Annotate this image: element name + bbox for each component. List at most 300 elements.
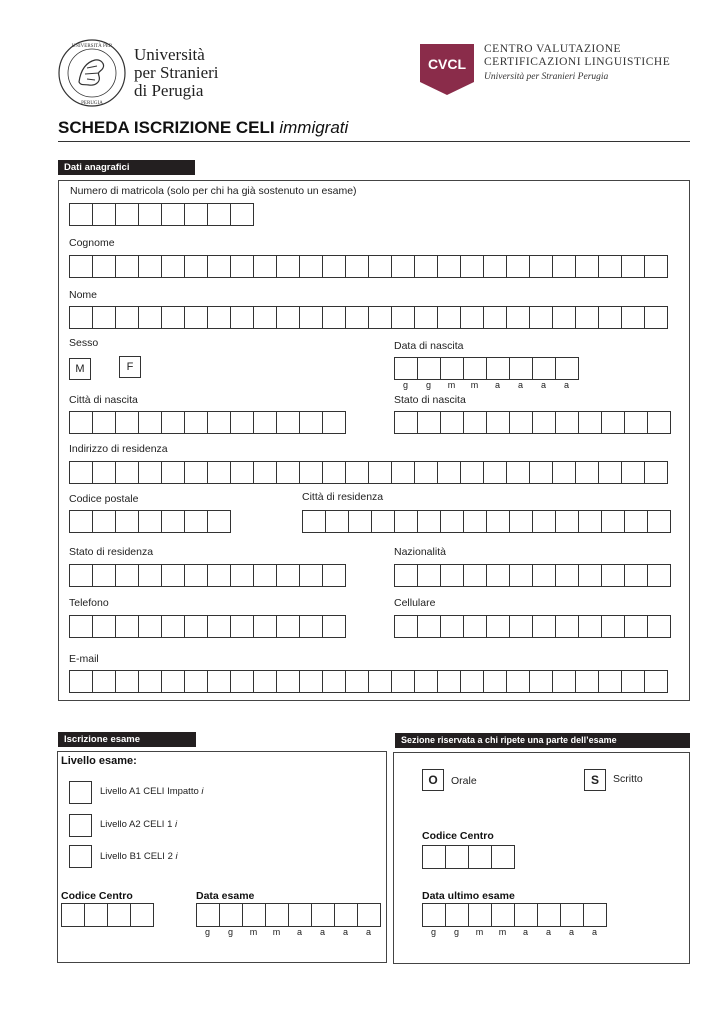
input-cell[interactable] — [578, 510, 602, 533]
input-cell[interactable] — [230, 461, 254, 484]
input-cell[interactable] — [483, 255, 507, 278]
input-cell[interactable] — [276, 615, 300, 638]
input-cell[interactable] — [348, 510, 372, 533]
input-cell[interactable] — [621, 670, 645, 693]
input-cell[interactable] — [417, 411, 441, 434]
input-cell[interactable] — [583, 903, 607, 927]
input-cell[interactable] — [299, 255, 323, 278]
input-cell[interactable] — [345, 670, 369, 693]
nazionalita-boxes[interactable] — [394, 564, 670, 587]
input-cell[interactable] — [184, 670, 208, 693]
input-cell[interactable] — [460, 306, 484, 329]
input-cell[interactable] — [644, 306, 668, 329]
input-cell[interactable] — [624, 510, 648, 533]
input-cell[interactable] — [417, 510, 441, 533]
input-cell[interactable] — [529, 461, 553, 484]
input-cell[interactable] — [184, 411, 208, 434]
input-cell[interactable] — [115, 306, 139, 329]
section-ripete: Sezione riservata a chi ripete una parte dell’esame — [395, 733, 690, 748]
input-cell[interactable] — [391, 306, 415, 329]
input-cell[interactable] — [575, 255, 599, 278]
livello-a1-checkbox[interactable] — [69, 781, 92, 804]
input-cell[interactable] — [357, 903, 381, 927]
indirizzo-boxes[interactable] — [69, 461, 667, 484]
input-cell[interactable] — [184, 461, 208, 484]
input-cell[interactable] — [601, 564, 625, 587]
livello-label: Livello esame: — [61, 755, 137, 767]
input-cell[interactable] — [391, 461, 415, 484]
input-cell[interactable] — [299, 411, 323, 434]
orale-checkbox[interactable] — [422, 769, 444, 791]
email-boxes[interactable] — [69, 670, 667, 693]
input-cell[interactable] — [92, 510, 116, 533]
input-cell[interactable] — [299, 461, 323, 484]
input-cell[interactable] — [509, 615, 533, 638]
input-cell[interactable] — [322, 564, 346, 587]
input-cell[interactable] — [302, 510, 326, 533]
sesso-f-box[interactable] — [119, 356, 141, 378]
input-cell[interactable] — [486, 615, 510, 638]
page-title-main: SCHEDA ISCRIZIONE CELI — [58, 118, 275, 137]
input-cell[interactable] — [601, 411, 625, 434]
input-cell[interactable] — [555, 510, 579, 533]
input-cell[interactable] — [138, 203, 162, 226]
date-format-letter: a — [296, 927, 302, 937]
input-cell[interactable] — [440, 357, 464, 380]
input-cell[interactable] — [311, 903, 335, 927]
livello-a2-suffix: i — [175, 819, 178, 830]
input-cell[interactable] — [69, 255, 93, 278]
input-cell[interactable] — [440, 510, 464, 533]
input-cell[interactable] — [644, 461, 668, 484]
input-cell[interactable] — [322, 615, 346, 638]
input-cell[interactable] — [69, 615, 93, 638]
input-cell[interactable] — [621, 461, 645, 484]
input-cell[interactable] — [230, 411, 254, 434]
input-cell[interactable] — [115, 461, 139, 484]
input-cell[interactable] — [322, 411, 346, 434]
input-cell[interactable] — [468, 845, 492, 869]
input-cell[interactable] — [598, 670, 622, 693]
data-ultimo-esame-label: Data ultimo esame — [422, 890, 515, 902]
input-cell[interactable] — [437, 306, 461, 329]
input-cell[interactable] — [325, 510, 349, 533]
date-format-letter: g — [227, 927, 233, 937]
cellulare-label: Cellulare — [394, 597, 436, 609]
input-cell[interactable] — [621, 306, 645, 329]
input-cell[interactable] — [345, 306, 369, 329]
input-cell[interactable] — [394, 357, 418, 380]
input-cell[interactable] — [624, 564, 648, 587]
input-cell[interactable] — [196, 903, 220, 927]
input-cell[interactable] — [207, 564, 231, 587]
input-cell[interactable] — [253, 615, 277, 638]
input-cell[interactable] — [463, 411, 487, 434]
input-cell[interactable] — [532, 510, 556, 533]
input-cell[interactable] — [506, 255, 530, 278]
input-cell[interactable] — [138, 564, 162, 587]
input-cell[interactable] — [115, 564, 139, 587]
input-cell[interactable] — [394, 564, 418, 587]
input-cell[interactable] — [644, 670, 668, 693]
input-cell[interactable] — [288, 903, 312, 927]
input-cell[interactable] — [437, 255, 461, 278]
input-cell[interactable] — [322, 670, 346, 693]
livello-a2-label — [100, 819, 177, 830]
stato-residenza-boxes[interactable] — [69, 564, 345, 587]
input-cell[interactable] — [368, 306, 392, 329]
input-cell[interactable] — [391, 670, 415, 693]
input-cell[interactable] — [601, 615, 625, 638]
input-cell[interactable] — [578, 615, 602, 638]
input-cell[interactable] — [483, 670, 507, 693]
input-cell[interactable] — [69, 203, 93, 226]
input-cell[interactable] — [322, 461, 346, 484]
input-cell[interactable] — [468, 903, 492, 927]
orale-letter: O — [428, 773, 438, 787]
input-cell[interactable] — [621, 255, 645, 278]
input-cell[interactable] — [578, 564, 602, 587]
input-cell[interactable] — [575, 670, 599, 693]
citta-residenza-boxes[interactable] — [302, 510, 670, 533]
input-cell[interactable] — [184, 203, 208, 226]
input-cell[interactable] — [575, 461, 599, 484]
input-cell[interactable] — [242, 903, 266, 927]
input-cell[interactable] — [161, 306, 185, 329]
input-cell[interactable] — [345, 461, 369, 484]
cognome-boxes[interactable] — [69, 255, 667, 278]
input-cell[interactable] — [422, 845, 446, 869]
page-title — [58, 118, 348, 138]
input-cell[interactable] — [161, 461, 185, 484]
data-nascita-boxes[interactable] — [394, 357, 578, 380]
input-cell[interactable] — [394, 615, 418, 638]
input-cell[interactable] — [161, 670, 185, 693]
input-cell[interactable] — [440, 615, 464, 638]
sesso-f-letter: F — [126, 361, 134, 373]
citta-nascita-label: Città di nascita — [69, 394, 138, 406]
date-format-letter: a — [494, 380, 500, 390]
date-format-letter: m — [272, 927, 281, 937]
stato-nascita-label: Stato di nascita — [394, 394, 466, 406]
input-cell[interactable] — [61, 903, 85, 927]
input-cell[interactable] — [299, 564, 323, 587]
input-cell[interactable] — [506, 461, 530, 484]
input-cell[interactable] — [509, 564, 533, 587]
input-cell[interactable] — [647, 510, 671, 533]
input-cell[interactable] — [552, 670, 576, 693]
input-cell[interactable] — [253, 411, 277, 434]
input-cell[interactable] — [334, 903, 358, 927]
input-cell[interactable] — [647, 564, 671, 587]
input-cell[interactable] — [161, 203, 185, 226]
input-cell[interactable] — [575, 306, 599, 329]
input-cell[interactable] — [69, 411, 93, 434]
input-cell[interactable] — [414, 461, 438, 484]
input-cell[interactable] — [230, 615, 254, 638]
input-cell[interactable] — [253, 461, 277, 484]
input-cell[interactable] — [84, 903, 108, 927]
input-cell[interactable] — [529, 255, 553, 278]
input-cell[interactable] — [207, 255, 231, 278]
date-format-letter: g — [425, 380, 431, 390]
data-ultimo-esame-boxes[interactable] — [422, 903, 606, 927]
date-format-letter: m — [249, 927, 258, 937]
input-cell[interactable] — [414, 255, 438, 278]
input-cell[interactable] — [555, 615, 579, 638]
input-cell[interactable] — [92, 461, 116, 484]
input-cell[interactable] — [552, 461, 576, 484]
input-cell[interactable] — [265, 903, 289, 927]
input-cell[interactable] — [509, 411, 533, 434]
input-cell[interactable] — [598, 461, 622, 484]
input-cell[interactable] — [529, 306, 553, 329]
input-cell[interactable] — [69, 510, 93, 533]
input-cell[interactable] — [207, 510, 231, 533]
input-cell[interactable] — [138, 615, 162, 638]
input-cell[interactable] — [276, 564, 300, 587]
data-esame-boxes[interactable] — [196, 903, 380, 927]
input-cell[interactable] — [394, 411, 418, 434]
input-cell[interactable] — [92, 670, 116, 693]
input-cell[interactable] — [560, 903, 584, 927]
input-cell[interactable] — [486, 357, 510, 380]
input-cell[interactable] — [463, 615, 487, 638]
input-cell[interactable] — [207, 615, 231, 638]
input-cell[interactable] — [69, 670, 93, 693]
input-cell[interactable] — [624, 411, 648, 434]
input-cell[interactable] — [230, 203, 254, 226]
input-cell[interactable] — [115, 255, 139, 278]
input-cell[interactable] — [532, 615, 556, 638]
input-cell[interactable] — [92, 615, 116, 638]
input-cell[interactable] — [230, 564, 254, 587]
input-cell[interactable] — [555, 411, 579, 434]
input-cell[interactable] — [647, 615, 671, 638]
input-cell[interactable] — [253, 670, 277, 693]
input-cell[interactable] — [207, 461, 231, 484]
input-cell[interactable] — [138, 255, 162, 278]
matricola-boxes[interactable] — [69, 203, 253, 226]
input-cell[interactable] — [486, 510, 510, 533]
input-cell[interactable] — [161, 510, 185, 533]
nome-boxes[interactable] — [69, 306, 667, 329]
input-cell[interactable] — [555, 357, 579, 380]
input-cell[interactable] — [491, 903, 515, 927]
input-cell[interactable] — [578, 411, 602, 434]
orale-label: Orale — [451, 775, 477, 787]
input-cell[interactable] — [115, 615, 139, 638]
input-cell[interactable] — [184, 510, 208, 533]
input-cell[interactable] — [299, 306, 323, 329]
input-cell[interactable] — [276, 670, 300, 693]
input-cell[interactable] — [509, 510, 533, 533]
input-cell[interactable] — [368, 670, 392, 693]
input-cell[interactable] — [552, 306, 576, 329]
input-cell[interactable] — [161, 411, 185, 434]
input-cell[interactable] — [463, 564, 487, 587]
input-cell[interactable] — [253, 306, 277, 329]
input-cell[interactable] — [276, 306, 300, 329]
input-cell[interactable] — [230, 670, 254, 693]
input-cell[interactable] — [552, 255, 576, 278]
input-cell[interactable] — [417, 615, 441, 638]
input-cell[interactable] — [92, 203, 116, 226]
input-cell[interactable] — [345, 255, 369, 278]
input-cell[interactable] — [391, 255, 415, 278]
input-cell[interactable] — [598, 255, 622, 278]
input-cell[interactable] — [414, 306, 438, 329]
input-cell[interactable] — [138, 461, 162, 484]
input-cell[interactable] — [624, 615, 648, 638]
input-cell[interactable] — [115, 510, 139, 533]
input-cell[interactable] — [69, 564, 93, 587]
input-cell[interactable] — [483, 461, 507, 484]
date-format-letter: m — [470, 380, 479, 390]
input-cell[interactable] — [509, 357, 533, 380]
input-cell[interactable] — [506, 670, 530, 693]
data-esame-letters — [196, 927, 380, 937]
input-cell[interactable] — [483, 306, 507, 329]
input-cell[interactable] — [437, 461, 461, 484]
input-cell[interactable] — [219, 903, 243, 927]
input-cell[interactable] — [644, 255, 668, 278]
input-cell[interactable] — [276, 461, 300, 484]
input-cell[interactable] — [299, 670, 323, 693]
date-format-letter: a — [545, 927, 551, 937]
input-cell[interactable] — [555, 564, 579, 587]
input-cell[interactable] — [184, 615, 208, 638]
input-cell[interactable] — [184, 564, 208, 587]
input-cell[interactable] — [460, 461, 484, 484]
input-cell[interactable] — [92, 306, 116, 329]
livello-a1-suffix: i — [201, 786, 204, 797]
input-cell[interactable] — [130, 903, 154, 927]
input-cell[interactable] — [414, 670, 438, 693]
input-cell[interactable] — [92, 411, 116, 434]
input-cell[interactable] — [322, 306, 346, 329]
input-cell[interactable] — [230, 255, 254, 278]
input-cell[interactable] — [138, 411, 162, 434]
input-cell[interactable] — [161, 615, 185, 638]
input-cell[interactable] — [440, 564, 464, 587]
input-cell[interactable] — [463, 357, 487, 380]
input-cell[interactable] — [253, 255, 277, 278]
input-cell[interactable] — [138, 306, 162, 329]
input-cell[interactable] — [460, 255, 484, 278]
input-cell[interactable] — [506, 306, 530, 329]
university-name — [134, 46, 219, 100]
input-cell[interactable] — [299, 615, 323, 638]
livello-b1-suffix: i — [175, 851, 178, 862]
input-cell[interactable] — [161, 255, 185, 278]
input-cell[interactable] — [394, 510, 418, 533]
input-cell[interactable] — [486, 411, 510, 434]
input-cell[interactable] — [184, 306, 208, 329]
input-cell[interactable] — [276, 255, 300, 278]
livello-a2-checkbox[interactable] — [69, 814, 92, 837]
stato-nascita-boxes[interactable] — [394, 411, 670, 434]
input-cell[interactable] — [276, 411, 300, 434]
cap-label: Codice postale — [69, 493, 139, 505]
university-line-1: Università — [134, 45, 205, 64]
input-cell[interactable] — [138, 670, 162, 693]
cvcl-line-2: CERTIFICAZIONI LINGUISTICHE — [484, 56, 671, 68]
telefono-boxes[interactable] — [69, 615, 345, 638]
input-cell[interactable] — [253, 564, 277, 587]
input-cell[interactable] — [69, 306, 93, 329]
cap-boxes[interactable] — [69, 510, 230, 533]
input-cell[interactable] — [115, 203, 139, 226]
input-cell[interactable] — [601, 510, 625, 533]
data-ultimo-esame-letters — [422, 927, 606, 937]
input-cell[interactable] — [532, 411, 556, 434]
input-cell[interactable] — [491, 845, 515, 869]
date-format-letter: a — [563, 380, 569, 390]
input-cell[interactable] — [368, 461, 392, 484]
date-format-letter: a — [522, 927, 528, 937]
livello-b1-checkbox[interactable] — [69, 845, 92, 868]
input-cell[interactable] — [322, 255, 346, 278]
sesso-m-box[interactable] — [69, 358, 91, 380]
input-cell[interactable] — [532, 357, 556, 380]
input-cell[interactable] — [537, 903, 561, 927]
citta-nascita-boxes[interactable] — [69, 411, 345, 434]
cognome-label: Cognome — [69, 237, 115, 249]
input-cell[interactable] — [115, 411, 139, 434]
input-cell[interactable] — [92, 564, 116, 587]
input-cell[interactable] — [647, 411, 671, 434]
citta-residenza-label: Città di residenza — [302, 491, 384, 503]
input-cell[interactable] — [445, 903, 469, 927]
input-cell[interactable] — [417, 357, 441, 380]
input-cell[interactable] — [437, 670, 461, 693]
input-cell[interactable] — [460, 670, 484, 693]
input-cell[interactable] — [230, 306, 254, 329]
input-cell[interactable] — [207, 203, 231, 226]
input-cell[interactable] — [422, 903, 446, 927]
input-cell[interactable] — [207, 411, 231, 434]
input-cell[interactable] — [161, 564, 185, 587]
input-cell[interactable] — [368, 255, 392, 278]
input-cell[interactable] — [371, 510, 395, 533]
cellulare-boxes[interactable] — [394, 615, 670, 638]
ripete-codice-centro-boxes[interactable] — [422, 845, 514, 869]
input-cell[interactable] — [207, 670, 231, 693]
livello-a2-text: Livello A2 CELI 1 — [100, 819, 173, 830]
input-cell[interactable] — [532, 564, 556, 587]
input-cell[interactable] — [417, 564, 441, 587]
input-cell[interactable] — [514, 903, 538, 927]
input-cell[interactable] — [486, 564, 510, 587]
input-cell[interactable] — [184, 255, 208, 278]
input-cell[interactable] — [529, 670, 553, 693]
input-cell[interactable] — [138, 510, 162, 533]
input-cell[interactable] — [440, 411, 464, 434]
input-cell[interactable] — [92, 255, 116, 278]
scritto-checkbox[interactable] — [584, 769, 606, 791]
date-format-letter: g — [430, 927, 436, 937]
input-cell[interactable] — [207, 306, 231, 329]
input-cell[interactable] — [107, 903, 131, 927]
input-cell[interactable] — [115, 670, 139, 693]
input-cell[interactable] — [598, 306, 622, 329]
date-format-letter: g — [402, 380, 408, 390]
input-cell[interactable] — [445, 845, 469, 869]
codice-centro-boxes[interactable] — [61, 903, 153, 927]
input-cell[interactable] — [69, 461, 93, 484]
input-cell[interactable] — [463, 510, 487, 533]
